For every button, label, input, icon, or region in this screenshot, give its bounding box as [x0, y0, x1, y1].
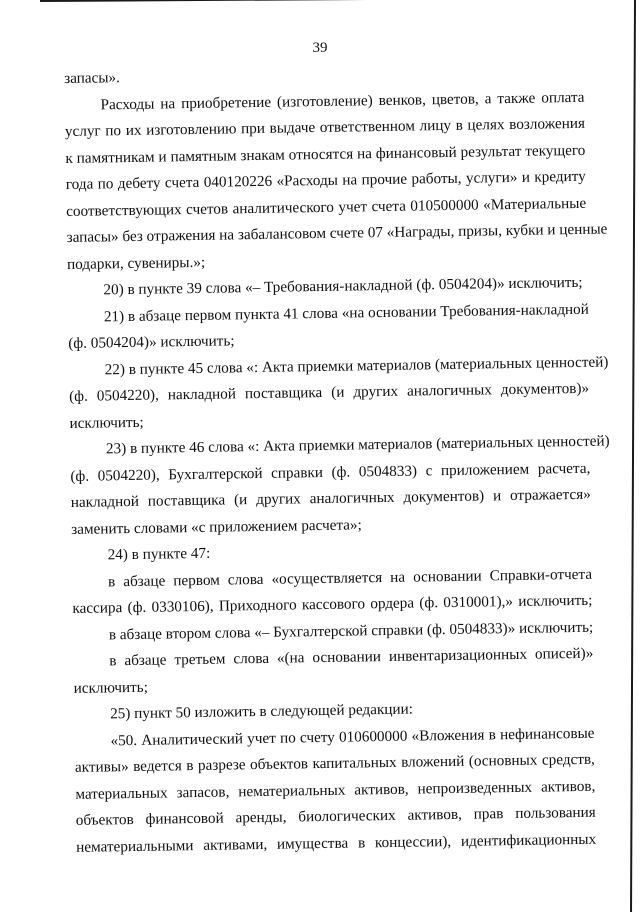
text-line: нематериальными активами, имущества в концессии), идентификационных — [76, 830, 597, 856]
text-line: в абзаце втором слова «– Бухгалтерской справки (ф. 0504833)» исключить; — [108, 618, 594, 643]
text-line: кассира (ф. 0330106), Приходного кассового ордера (ф. 0310001),» исключить; — [72, 591, 593, 617]
text-line: исключить; — [73, 678, 148, 697]
text-line: 21) в абзаце первом пункта 41 слова «на основании Требования-накладной — [103, 300, 589, 325]
text-line: в абзаце первом слова «осуществляется на основании Справки-отчета — [107, 565, 593, 590]
text-line: накладной поставщика (и других аналогичных документов) и отражается» — [70, 485, 591, 511]
text-line: 22) в пункте 45 слова «: Акта приемки материалов (материальных ценностей) — [104, 352, 609, 378]
text-line: запасы». — [64, 69, 121, 87]
scan-edge-right — [630, 0, 636, 912]
text-line: (ф. 0504204)» исключить; — [68, 332, 235, 352]
text-line: заменить словами «с приложением расчета»; — [71, 515, 362, 538]
text-line: услуг по их изготовлению при выдаче ответственном лицу в целях возложения — [64, 114, 586, 140]
text-line: (ф. 0504220), накладной поставщика (и других аналогичных документов)» — [68, 379, 590, 405]
text-line: года по дебету счета 040120226 «Расходы на прочие работы, услуги» и кредиту — [65, 167, 586, 193]
text-line: активы» ведется в разрезе объектов капитальных вложений (основных средств, — [74, 750, 596, 776]
text-line: соответствующих счетов аналитического учет счета 010500000 «Материальные — [66, 194, 587, 220]
text-line: подарки, сувениры.»; — [66, 253, 206, 273]
document-body — [64, 62, 610, 865]
text-line: запасы» без отражения на забалансовом счете 07 «Награды, призы, кубки и ценные — [66, 220, 608, 246]
page-number: 39 — [312, 40, 328, 56]
text-line: к памятникам и памятным знакам относятся на финансовый результат текущего — [65, 141, 586, 167]
text-line: материальных запасов, нематериальных активов, непроизведенных активов, — [75, 777, 596, 803]
scan-edge-top — [40, 0, 640, 2]
text-line: 20) в пункте 39 слова «– Требования-накладной (ф. 0504204)» исключить; — [103, 273, 583, 299]
text-line: Расходы на приобретение (изготовление) венков, цветов, а также оплата — [100, 88, 585, 113]
text-line: 23) в пункте 46 слова «: Акта приемки материалов (материальных ценностей) — [105, 432, 610, 458]
text-line: в абзаце третьем слова «(на основании инвентаризационных описей)» — [109, 644, 594, 670]
text-line: (ф. 0504220), Бухгалтерской справки (ф. 0504833) с приложением расчета, — [70, 459, 591, 485]
text-line: объектов финансовой аренды, биологических активов, прав пользования — [75, 803, 596, 829]
text-line: 24) в пункте 47: — [107, 544, 211, 564]
text-line: 25) пункт 50 изложить в следующей редакции: — [109, 700, 414, 723]
text-line: исключить; — [69, 413, 144, 432]
text-line: «50. Аналитический учет по счету 010600000 «Вложения в нефинансовые — [110, 724, 595, 749]
